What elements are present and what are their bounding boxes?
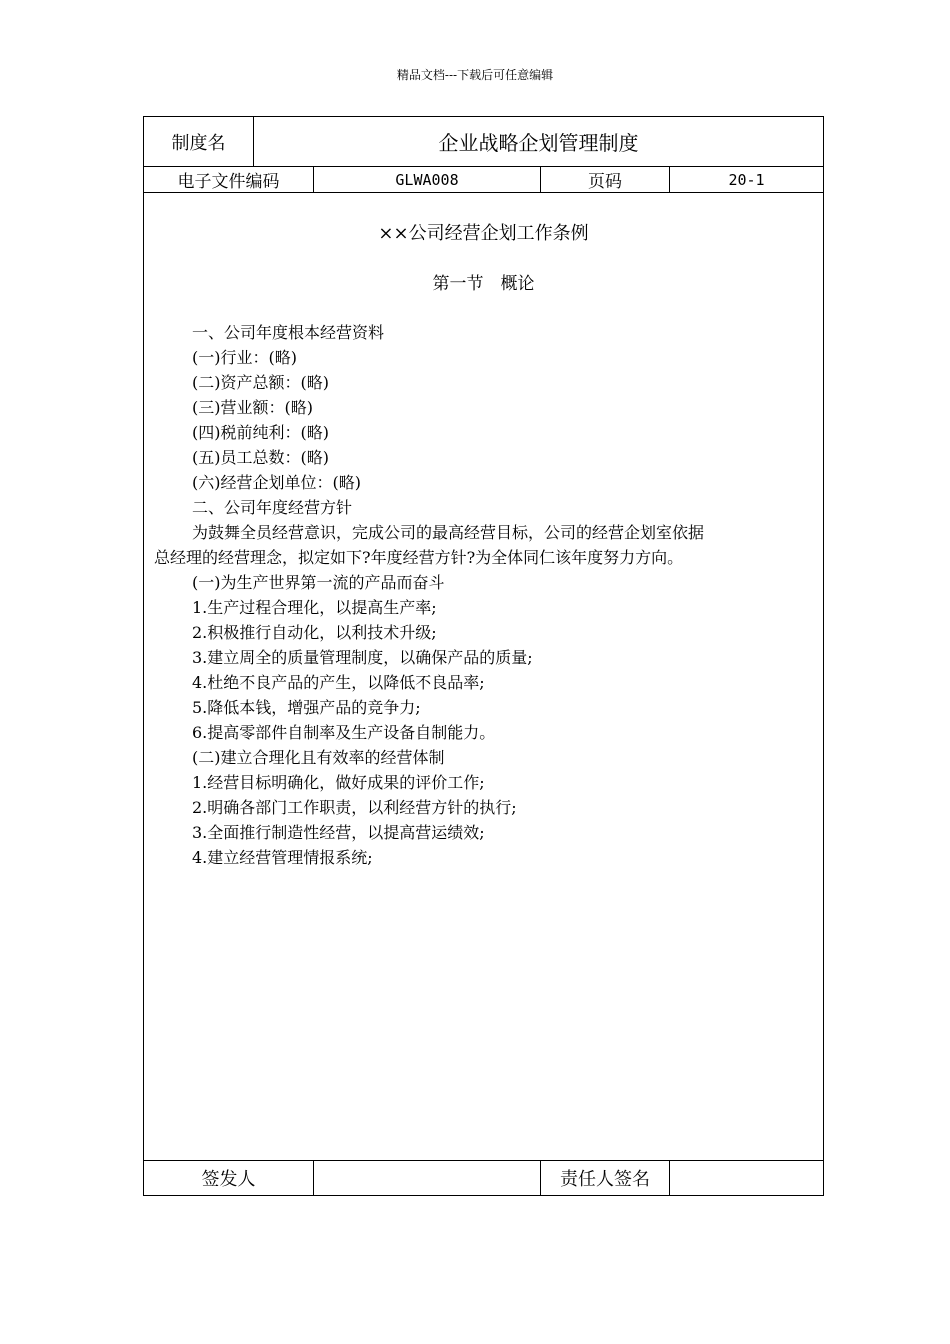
body-line: 2.积极推行自动化，以利技术升级; — [192, 623, 437, 642]
body-line: (一)行业：(略) — [192, 348, 297, 367]
body-line: 二、公司年度经营方针 — [192, 498, 353, 517]
regulation-form — [143, 116, 824, 1196]
file-code-value: GLWA008 — [314, 167, 541, 192]
body-line: 一、公司年度根本经营资料 — [192, 323, 385, 342]
page-value: 20-1 — [728, 170, 765, 189]
body-line: 3.建立周全的质量管理制度，以确保产品的质量; — [192, 648, 533, 667]
body-line: 1.生产过程合理化，以提高生产率; — [192, 598, 437, 617]
document-title: ××公司经营企划工作条例 — [378, 223, 589, 244]
code-row — [144, 167, 823, 193]
body-line: 4.杜绝不良产品的产生，以降低不良品率; — [192, 673, 485, 692]
body-line: (一)为生产世界第一流的产品而奋斗 — [192, 573, 445, 592]
header-note: 精品文档---下载后可任意编辑 — [396, 68, 554, 82]
responsible-signature-field[interactable] — [670, 1161, 823, 1195]
body-line: (五)员工总数：(略) — [192, 448, 329, 467]
body-line: (三)营业额：(略) — [192, 398, 313, 417]
body-line: (六)经营企划单位：(略) — [192, 473, 361, 492]
body-line: 总经理的经营理念，拟定如下?年度经营方针?为全体同仁该年度努力方向。 — [154, 548, 684, 567]
regulation-name: 企业战略企划管理制度 — [438, 131, 639, 155]
signature-row — [144, 1160, 823, 1195]
issuer-label: 签发人 — [144, 1161, 314, 1195]
section-title: 第一节 概论 — [432, 274, 535, 294]
body-line: (四)税前纯利：(略) — [192, 423, 329, 442]
file-code-label: 电子文件编码 — [144, 167, 314, 192]
body-text — [144, 320, 823, 870]
responsible-label: 责任人签名 — [541, 1161, 670, 1195]
title-row — [144, 117, 823, 167]
body-line: (二)建立合理化且有效率的经营体制 — [192, 748, 445, 767]
body-line: 5.降低本钱，增强产品的竞争力; — [192, 698, 421, 717]
body-line: 6.提高零部件自制率及生产设备自制能力。 — [192, 723, 496, 742]
title-label: 制度名 — [144, 117, 254, 166]
body-line: 为鼓舞全员经营意识，完成公司的最高经营目标，公司的经营企划室依据 — [192, 523, 705, 542]
body-line: (二)资产总额：(略) — [192, 373, 329, 392]
issuer-signature-field[interactable] — [314, 1161, 541, 1195]
body-line: 1.经营目标明确化，做好成果的评价工作; — [192, 773, 485, 792]
body-line: 4.建立经营管理情报系统; — [192, 848, 373, 867]
document-content — [144, 193, 823, 1160]
body-line: 2.明确各部门工作职责，以利经营方针的执行; — [192, 798, 517, 817]
page-label: 页码 — [541, 167, 670, 192]
body-line: 3.全面推行制造性经营，以提高营运绩效; — [192, 823, 485, 842]
